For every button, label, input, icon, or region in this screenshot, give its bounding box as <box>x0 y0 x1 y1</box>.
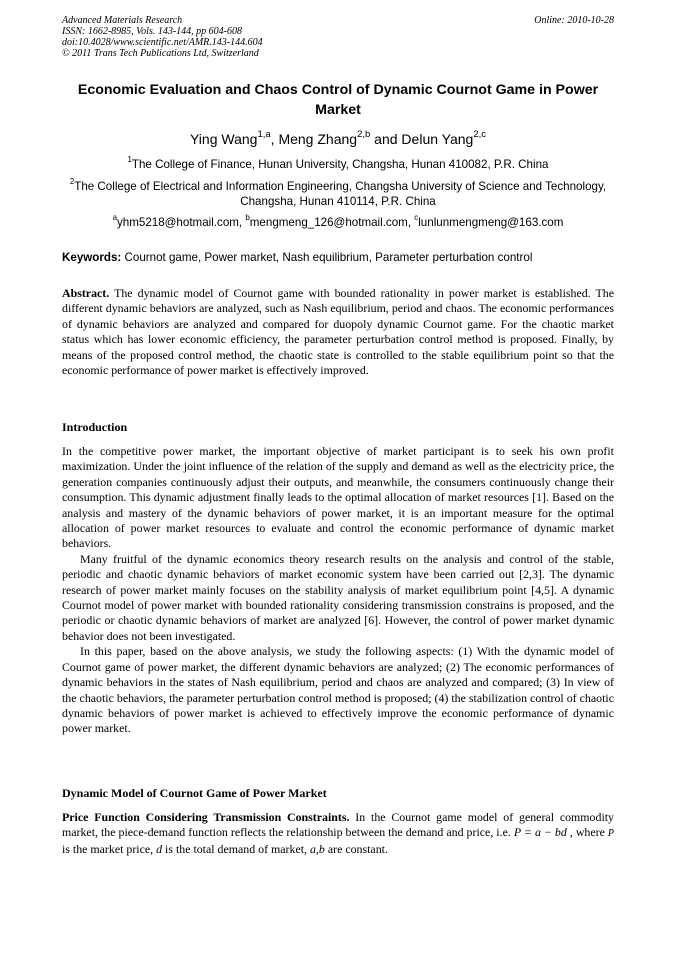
keywords-text: Cournot game, Power market, Nash equilibrium, Parameter perturbation control <box>121 251 533 264</box>
section-heading: Dynamic Model of Cournot Game of Power Market <box>62 786 327 800</box>
affil-mark: 2 <box>69 177 75 187</box>
abstract-label: Abstract. <box>62 286 110 300</box>
paragraph: In the competitive power market, the important objective of market participant is to seek his own profit maximization. Under the joint influence of the relation of the supply and demand as well as the electricity price, the generation companies continuously adjust their outputs, and meanwhile, the consumers continuously change their consumption. This dynamic adjustment finally leads to the optimal allocation of market resources [1]. Based on the analysis and mastery of the dynamic behaviors of power market, it is an important measure for the optimal allocation of power market resources to evaluate and control the economic performance of dynamic market behaviors. <box>62 444 614 551</box>
paragraph: In this paper, based on the above analysis, we study the following aspects: (1) With the dynamic model of Cournot game of power market, the different dynamic behaviors are analyzed; (2) The economic performances of dynamic behaviors in the states of Nash equilibrium, period and chaos are analyzed and compared; (3) In view of the chaotic behaviors, the parameter perturbation control method is proposed; (4) the stabilization control of chaotic dynamic behaviors of power market is achieved to effectively improve the economic performance of dynamic power market. <box>62 644 614 736</box>
email-link[interactable]: mengmeng_126@hotmail.com, <box>249 216 415 229</box>
demand-equation: P = a − bd <box>513 825 567 840</box>
author-list <box>62 130 614 148</box>
copyright-line: © 2011 Trans Tech Publications Ltd, Switzerland <box>62 48 259 59</box>
keywords <box>62 250 622 265</box>
price-function-paragraph: Price Function Considering Transmission Constraints. In the Cournot game model of general commodity market, the piece-demand function reflects the relationship between the demand and price, i.e. P = a − bd , where P is the market price, d is the total demand of market, a,b are constant. <box>62 810 614 856</box>
abstract <box>62 286 614 378</box>
author-affil-mark: 2,b <box>357 129 371 141</box>
keywords-label: Keywords: <box>62 251 122 264</box>
author-affil-mark: 2,c <box>473 129 487 141</box>
introduction-body <box>62 444 614 737</box>
abstract-text: The dynamic model of Cournot game with bounded rationality in power market is established. The different dynamic behaviors are analyzed, such as Nash equilibrium, period and chaos. The economic performances of dynamic behaviors are analyzed and compared for duopoly dynamic Cournot game. For the chaotic market status which has lower economic efficiency, the parameter perturbation control method is proposed. Finally, by means of the proposed control method, the chaotic state is controlled to the stable equilibrium point so that the economic performance of power market is effectively improved. <box>62 286 614 378</box>
online-date: Online: 2010-10-28 <box>534 15 614 26</box>
paragraph: Many fruitful of the dynamic economics theory research results on the analysis and control of the stable, periodic and chaotic dynamic behaviors of market economic system have been carried out [2,3]. The dynamic research of power market mainly focuses on the stability analysis of market equilibrium point [4,5]. A dynamic Cournot model of power market with bounded rationality considering transmission constrains is proposed, and the periodic or chaotic dynamic behaviors of market are analyzed [6]. However, the control of power market dynamic behavior does not been investigated. <box>62 551 614 643</box>
subsection-label: Price Function Considering Transmission Constraints. <box>62 810 350 824</box>
math-symbol: P <box>607 828 614 840</box>
author-name: and Delun Yang <box>370 131 474 147</box>
email-link[interactable]: yhm5218@hotmail.com, <box>116 216 246 229</box>
issn-line: ISSN: 1662-8985, Vols. 143-144, pp 604-608 <box>62 26 242 37</box>
author-name: , Meng Zhang <box>270 131 358 147</box>
introduction-heading: Introduction <box>62 420 128 434</box>
math-symbol: d <box>156 841 163 856</box>
author-emails: $^a$yhm5218@hotmail.com, $^b$mengmeng_126@hotmail.com, $^c$lunlunmengmeng@163.com <box>112 213 564 229</box>
doi-line: doi:10.4028/www.scientific.net/AMR.143-144.604 <box>62 37 263 48</box>
affiliation-2: $^2$The College of Electrical and Information Engineering, Changsha University of Science and Technology, Changsha, Hunan 410114, P.R. China <box>69 177 607 208</box>
math-symbol: a,b <box>310 841 325 856</box>
journal-name: Advanced Materials Research <box>62 15 183 26</box>
paper-title: Economic Evaluation and Chaos Control of Dynamic Cournot Game in Power Market <box>77 82 599 118</box>
affil-mark: 1 <box>127 155 132 165</box>
affiliation-1: $^1$The College of Finance, Hunan University, Changsha, Hunan 410082, P.R. China <box>127 155 549 171</box>
email-link[interactable]: lunlunmengmeng@163.com <box>418 216 564 229</box>
author-name: Ying Wang <box>189 131 258 147</box>
author-affil-mark: 1,a <box>257 129 271 141</box>
journal-header <box>62 15 263 59</box>
